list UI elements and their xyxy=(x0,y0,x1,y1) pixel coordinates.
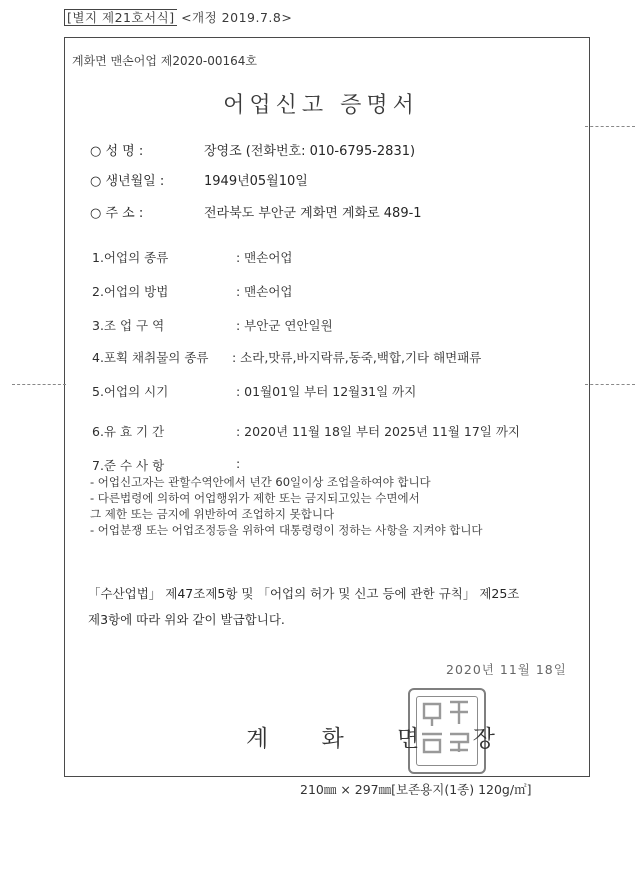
legal-basis-line-2: 제3항에 따라 위와 같이 발급합니다. xyxy=(88,612,285,627)
form-number: [별지 제21호서식] xyxy=(64,9,177,26)
field-value-fishing-season: : 01월01일 부터 12월31일 까지 xyxy=(236,384,417,399)
rules-label: 7.준 수 사 항 xyxy=(92,458,165,473)
rule-item: - 다른법령에 의하여 어업행위가 제한 또는 금지되고있는 수면에서 xyxy=(90,491,420,505)
rules-colon: : xyxy=(236,456,241,471)
document-number: 계화면 맨손어업 제2020-00164호 xyxy=(72,54,258,68)
scan-artifact-line xyxy=(12,384,66,385)
name-value: 장영조 (전화번호: 010-6795-2831) xyxy=(204,144,416,159)
field-value-fishery-type: : 맨손어업 xyxy=(236,250,293,265)
field-label-catch-species: 4.포획 채취물의 종류 xyxy=(92,350,209,365)
scan-artifact-line xyxy=(585,384,635,385)
field-value-operation-area: : 부안군 연안일원 xyxy=(236,318,333,333)
address-label: ○ 주 소 : xyxy=(90,206,144,221)
field-label-validity-period: 6.유 효 기 간 xyxy=(92,424,165,439)
scan-artifact-line xyxy=(585,126,635,127)
birth-value: 1949년05월10일 xyxy=(204,174,308,189)
address-value: 전라북도 부안군 계화면 계화로 489-1 xyxy=(204,206,422,221)
rule-item: 그 제한 또는 금지에 위반하여 조업하지 못합니다 xyxy=(90,507,335,521)
paper-size-footer: 210㎜ × 297㎜[보존용지(1종) 120g/㎡] xyxy=(300,782,532,797)
birth-label: ○ 생년월일 : xyxy=(90,174,165,189)
form-number-header xyxy=(64,8,292,26)
rule-item: - 어업분쟁 또는 어업조정등을 위하여 대통령령이 정하는 사항을 지켜야 합니다 xyxy=(90,523,483,537)
field-label-fishing-season: 5.어업의 시기 xyxy=(92,384,169,399)
field-label-fishery-method: 2.어업의 방법 xyxy=(92,284,169,299)
field-value-fishery-method: : 맨손어업 xyxy=(236,284,293,299)
rule-item: - 어업신고자는 관할수역안에서 년간 60일이상 조업을하여야 합니다 xyxy=(90,475,431,489)
field-label-fishery-type: 1.어업의 종류 xyxy=(92,250,169,265)
issue-date: 2020년 11월 18일 xyxy=(446,662,567,677)
field-value-catch-species: : 소라,맛류,바지락류,동죽,백합,기타 해면패류 xyxy=(232,350,482,365)
legal-basis-line-1: 「수산업법」 제47조제5항 및 「어업의 허가 및 신고 등에 관한 규칙」 제25조 xyxy=(88,586,520,601)
revision-note: <개정 2019.7.8> xyxy=(181,10,293,25)
field-label-operation-area: 3.조 업 구 역 xyxy=(92,318,165,333)
field-value-validity-period: : 2020년 11월 18일 부터 2025년 11월 17일 까지 xyxy=(236,424,520,439)
issuer-name: 계 화 면 장 xyxy=(246,726,518,752)
document-title: 어업신고 증명서 xyxy=(223,93,419,118)
name-label: ○ 성 명 : xyxy=(90,144,144,159)
